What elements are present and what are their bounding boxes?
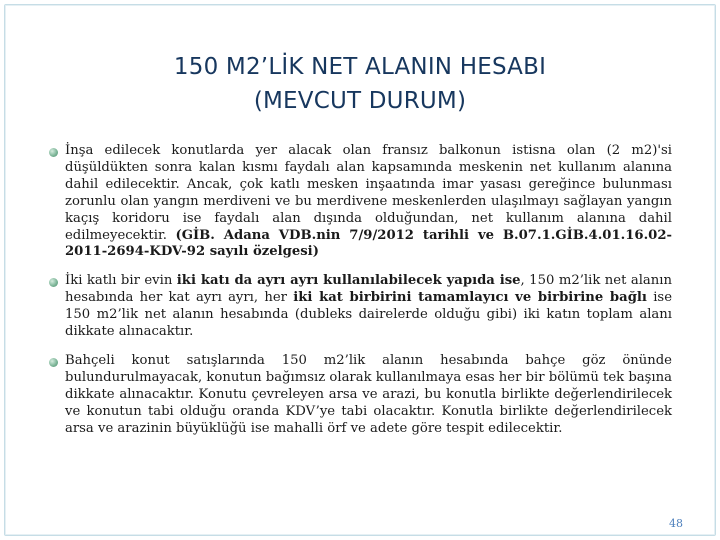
bullet-text-segment: Bahçeli konut satışlarında 150 m2’lik alanın hesabında bahçe göz önünde bulundurulmayacak, konutun bağımsız olarak kullanılmaya esas her bir bölümü tek başına dikkate alınacaktır. Konutu çevreleyen arsa ve arazi, bu konutla birlikte değerlendirilecek ve konutun tabi olduğu oranda KDV’ye tabi olacaktır. Konutla birlikte değerlendirilecek arsa ve arazinin büyüklüğü ise mahalli örf ve adete göre tespit edilecektir.: [65, 352, 672, 436]
page-number: 48: [669, 517, 683, 530]
bullet-text-segment: İki katlı bir evin: [65, 273, 177, 289]
bullet-dot-icon: [49, 278, 58, 287]
bullet-text-segment: İnşa edilecek konutlarda yer alacak olan fransız balkonun istisna olan (2 m2)'si düşüldükten sonra kalan kısmı faydalı alan kapsamında meskenin net kullanım alanına dahil edilecektir. Ancak, çok katlı mesken inşaatında imar yasası gereğince bulunması zorunlu olan yangın merdiveni ve bu merdivene meskenlerden ulaşılmayı sağlayan yangın kaçış koridoru ise faydalı alan dışında olduğundan, net kullanım alanına dahil edilmeyecektir.: [65, 143, 672, 243]
bullet-text-segment: , 150 m2’lik net alanın hesabında her kat ayrı ayrı, her: [65, 273, 673, 306]
page-title: [40, 50, 680, 118]
bullet-item-3: [46, 353, 672, 438]
bullet-text-segment: ise 150 m2’lik net alanın hesabında (dubleks dairelerde olduğu gibi) iki katın toplam alanı dikkate alınacaktır.: [65, 290, 672, 340]
bullet-text-segment-bold: (GİB. Adana VDB.nin 7/9/2012 tarihli ve B.07.1.GİB.4.01.16.02-2011-2694-KDV-92 sayılı özelgesi): [65, 227, 672, 260]
bullet-item-1: [46, 143, 672, 261]
bullet-text-segment-bold: iki kat birbirini tamamlayıcı ve birbirine bağlı: [293, 290, 647, 306]
title-line-2: (MEVCUT DURUM): [253, 88, 467, 114]
bullet-dot-icon: [49, 148, 58, 157]
title-line-1: 150 M2’LİK NET ALANIN HESABI: [173, 54, 547, 80]
bullet-item-2: [46, 273, 672, 341]
bullet-text-segment-bold: iki katı da ayrı ayrı kullanılabilecek yapıda ise: [176, 273, 521, 289]
bullet-list: [46, 143, 672, 450]
bullet-dot-icon: [49, 358, 58, 367]
